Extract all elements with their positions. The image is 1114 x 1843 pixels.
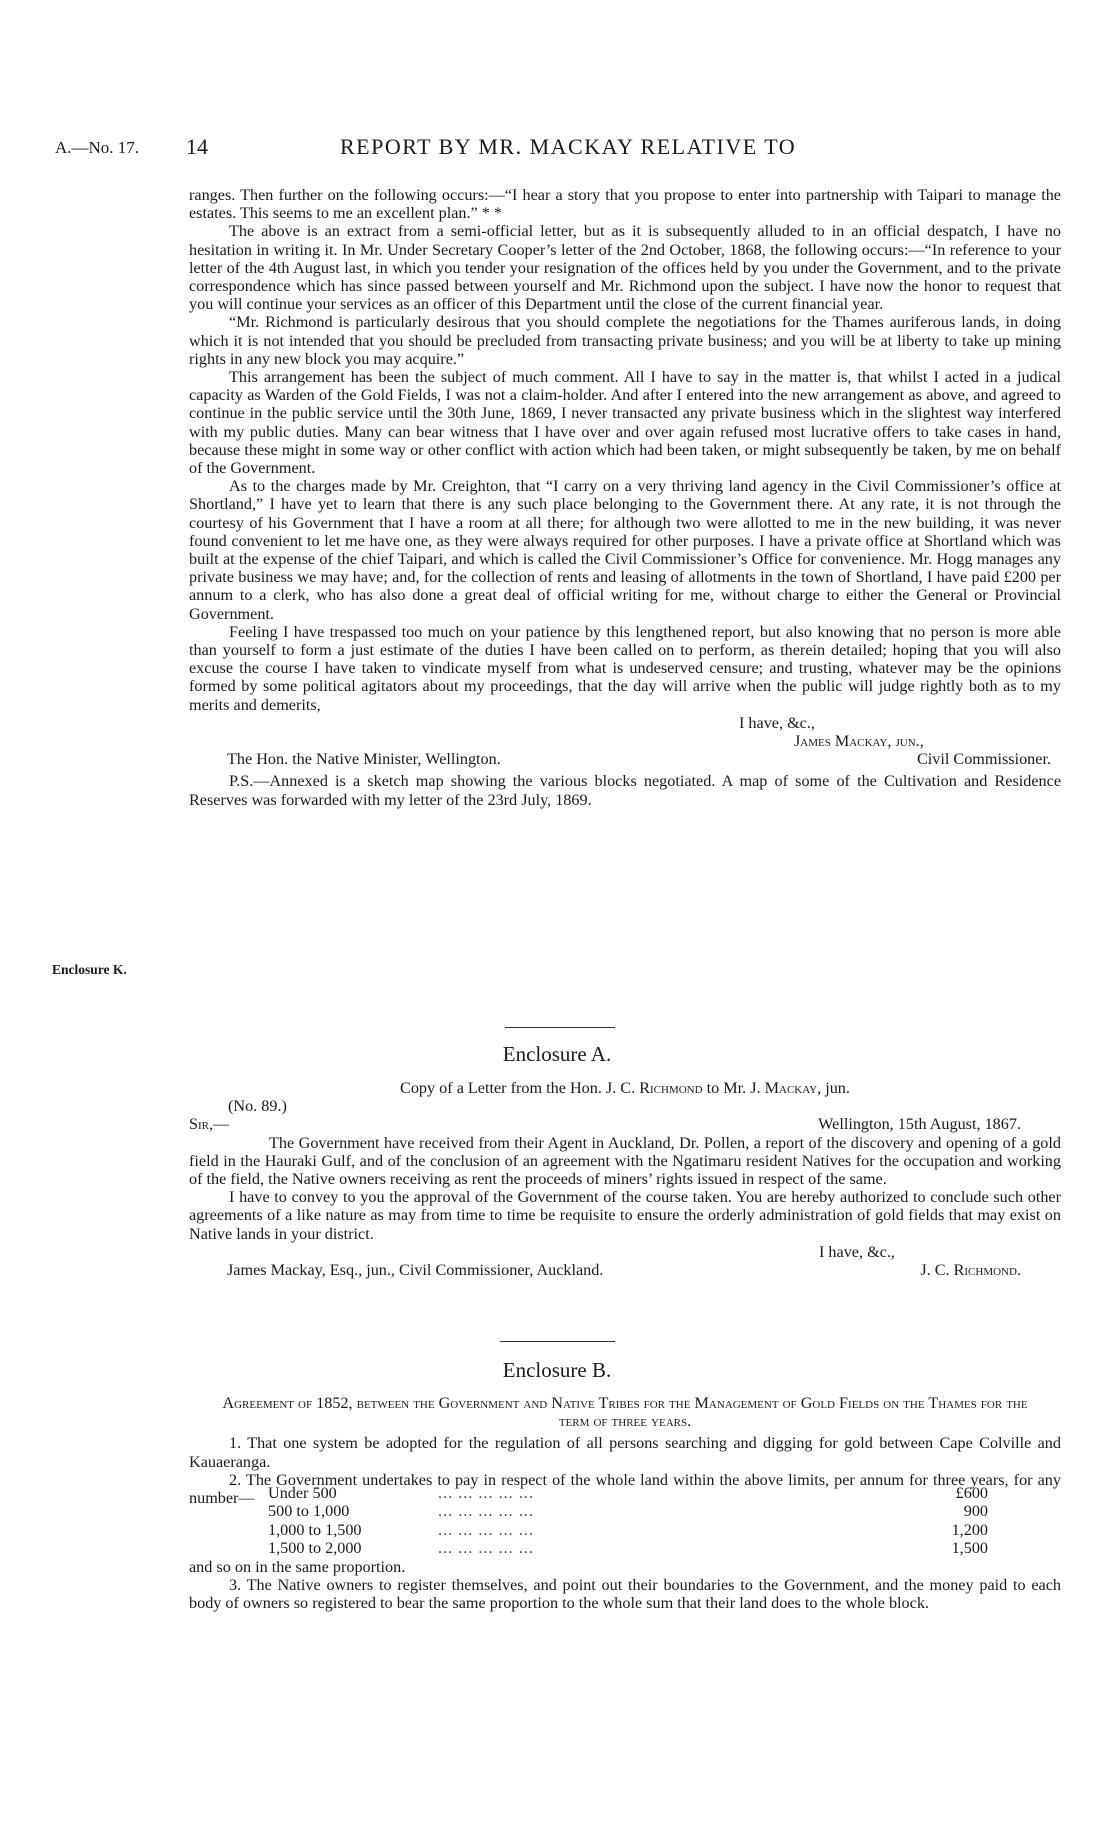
addressee: James Mackay, Esq., jun., Civil Commissioner, Auckland. (227, 1261, 604, 1279)
agreement-item: 2. The Government undertakes to pay in respect of the whole land within the above limits, per annum for three years, for any number— (189, 1470, 1061, 1508)
table-leader: ... ... ... ... ... (438, 1502, 534, 1521)
table-row (268, 1502, 988, 1520)
table-cell-amount: 1,500 (951, 1539, 988, 1558)
margin-enclosure-label: Enclosure K. (52, 962, 127, 977)
page-number: 14 (186, 134, 208, 159)
table-cell-amount: £600 (955, 1484, 988, 1502)
subtitle-text: to Mr. J. (706, 1079, 761, 1097)
signature: James Mackay, jun., (794, 732, 924, 751)
payment-table (268, 1484, 988, 1558)
table-leader: ... ... ... ... ... (438, 1520, 534, 1539)
subtitle-text: , jun. (817, 1079, 850, 1097)
letter-number: (No. 89.) (228, 1097, 287, 1116)
table-cell-amount: 1,200 (951, 1520, 988, 1539)
postscript: P.S.—Annexed is a sketch map showing the various blocks negotiated. A map of some of the Cultivation and Residence Reserves was forwarded with my letter of the 23rd July, 1869. (189, 772, 1061, 809)
closing: I have, &c., (819, 1242, 895, 1261)
enclosure-b-body-continued (189, 1558, 1061, 1613)
table-row (268, 1521, 988, 1539)
agreement-item: 1. That one system be adopted for the regulation of all persons searching and digging for gold between Cape Colville and Kauaeranga. (189, 1434, 1061, 1471)
paragraph: and so on in the same proportion. (189, 1558, 406, 1576)
closing-line (189, 1243, 1061, 1261)
table-leader: ... ... ... ... ... (438, 1539, 534, 1558)
document-reference: A.—No. 17. (55, 138, 140, 157)
paragraph: As to the charges made by Mr. Creighton, that “I carry on a very thriving land agency in the Civil Commissioner’s office at Shortland,” I have yet to learn that there is any such place belonging to the Government there. At any rate, it is not through the courtesy of his Government that I have a room at all there; for although two were allotted to me in the new building, it was never found convenient to let me have one, as they were always required for other purposes. I have a private office at Shortland which was built at the expense of the chief Taipari, and which is called the Civil Commissioner’s Office for convenience. Mr. Hogg manages any private business we may have; and, for the collection of rents and leasing of allotments in the town of Shortland, I have paid £200 per annum to a clerk, who has also done a great deal of official writing for me, without charge to either the General or Provincial Government. (189, 477, 1061, 623)
page-header (0, 134, 1114, 164)
table-cell-range: 1,500 to 2,000 (268, 1539, 362, 1558)
paragraph: The above is an extract from a semi-official letter, but as it is subsequently alluded to in an official despatch, I have no hesitation in writing it. In Mr. Under Secretary Cooper’s letter of the 2nd October, 1868, the following occurs:—“In reference to your letter of the 4th August last, in which you tender your resignation of the offices held by you under the Government, and to the private correspondence which has since passed between yourself and Mr. Richmond upon the subject. I have now the honor to request that you will continue your services as an officer of this Department until the close of the current financial year. (189, 222, 1061, 314)
paragraph: This arrangement has been the subject of much comment. All I have to say in the matter is, that whilst I acted in a judical capacity as Warden of the Gold Fields, I was not a claim-holder. And after I entered into the new arrangement as above, and agreed to continue in the public service until the 30th June, 1869, I never transacted any private business which in the slightest way interfered with my public duties. Many can bear witness that I have over and over again refused most lucrative offers to take cases in hand, because these might in some way or other conflict with action which had been taken, or might subsequently be taken, by me on behalf of the Government. (189, 368, 1061, 478)
agreement-heading: Agreement of 1852, between the Government and Native Tribes for the Management of Gold Fields on the Thames for the term of three years. (222, 1394, 1028, 1431)
recipient-name: Mackay (764, 1079, 818, 1097)
closing-line (189, 714, 1061, 732)
closing: I have, &c., (739, 713, 815, 732)
section-divider (500, 1341, 615, 1342)
section-divider (505, 1027, 615, 1028)
addressee-line (189, 1261, 1061, 1279)
table-leader: ... ... ... ... ... (438, 1484, 534, 1502)
signatory-title: Civil Commissioner. (916, 750, 1051, 769)
table-row (268, 1484, 988, 1502)
table-cell-amount: 900 (963, 1502, 988, 1521)
sender-name: Richmond (639, 1079, 703, 1097)
addressee-line (189, 750, 1061, 768)
enclosure-a-title: Enclosure A. (502, 1042, 612, 1066)
signature: J. C. Richmond. (920, 1261, 1021, 1279)
paragraph: Feeling I have trespassed too much on your patience by this lengthened report, but also knowing that no person is more able than yourself to form a just estimate of the duties I have been called on to perform, as therein detailed; hoping that you will also excuse the course I have taken to vindicate myself from what is undeserved censure; and trusting, whatever may be the opinions formed by some political agitators about my proceedings, that the day will arrive when the public will judge rightly both as to my merits and demerits, (189, 622, 1061, 714)
table-cell-range: 500 to 1,000 (268, 1502, 350, 1521)
table-cell-range: Under 500 (268, 1484, 337, 1502)
agreement-item: 3. The Native owners to register themselves, and point out their boundaries to the Government, and the money paid to each body of owners so registered to bear the same proportion to the whole sum that their land does to the whole block. (189, 1576, 1061, 1613)
addressee: The Hon. the Native Minister, Wellington. (227, 750, 501, 769)
signature-line (189, 732, 1061, 750)
paragraph: “Mr. Richmond is particularly desirous that you should complete the negotiations for the Thames auriferous lands, in doing which it is not intended that you should be precluded from transacting private business; and you will be at liberty to take up mining rights in any new block you may acquire.” (189, 313, 1061, 368)
table-cell-range: 1,000 to 1,500 (268, 1520, 362, 1539)
table-row (268, 1539, 988, 1557)
paragraph: The Government have received from their Agent in Auckland, Dr. Pollen, a report of the discovery and opening of a gold field in the Hauraki Gulf, and of the conclusion of an agreement with the Ngatimaru resident Natives for the occupation and working of the field, the Native owners receiving as rent the proceeds of miners’ rights issued in respect of the same. (189, 1133, 1061, 1188)
enclosure-a-subtitle (189, 1079, 1061, 1097)
letter-body (189, 186, 1061, 809)
subtitle-text: Copy of a Letter from the Hon. J. C. (400, 1079, 636, 1097)
paragraph: I have to convey to you the approval of the Government of the course taken. You are hereby authorized to conclude such other agreements of a like nature as may from time to time be requisite to ensure the orderly administration of gold fields that may exist on Native lands in your district. (189, 1188, 1061, 1243)
paragraph: ranges. Then further on the following occurs:—“I hear a story that you propose to enter into partnership with Taipari to manage the estates. This seems to me an excellent plan.” * * (189, 186, 1061, 223)
salutation: Sir,— (189, 1115, 230, 1134)
enclosure-b-title: Enclosure B. (502, 1358, 612, 1382)
salutation-line (189, 1115, 1061, 1133)
letter-date: Wellington, 15th August, 1867. (818, 1115, 1021, 1134)
enclosure-a-body (189, 1079, 1061, 1279)
running-title: REPORT BY MR. MACKAY RELATIVE TO (340, 134, 797, 159)
